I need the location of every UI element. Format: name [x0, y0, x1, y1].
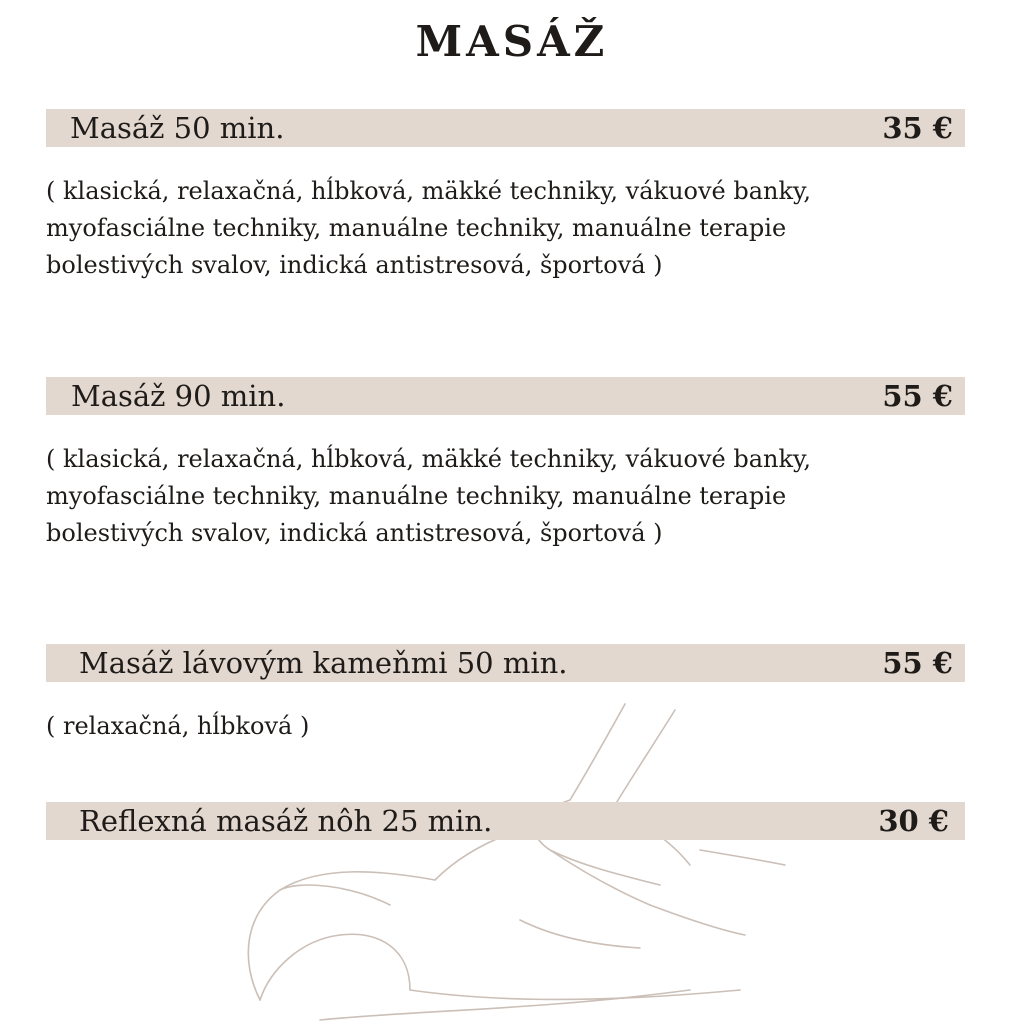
- item-price: 55 €: [882, 379, 953, 413]
- menu-item-header: [46, 109, 965, 147]
- menu-item-header: [46, 377, 965, 415]
- item-description: ( klasická, relaxačná, hĺbková, mäkké techniky, vákuové banky, myofasciálne techniky, manuálne techniky, manuálne terapie bolestivých svalov, indická antistresová, športová ): [46, 445, 812, 547]
- item-price: 35 €: [882, 111, 953, 145]
- item-price: 55 €: [882, 646, 953, 680]
- item-name: Masáž 90 min.: [71, 379, 286, 413]
- item-name: Reflexná masáž nôh 25 min.: [79, 804, 493, 838]
- menu-item-header: [46, 802, 965, 840]
- item-price: 30 €: [878, 804, 949, 838]
- page-title: MASÁŽ: [415, 17, 609, 66]
- item-name: Masáž 50 min.: [70, 111, 285, 145]
- item-description: ( klasická, relaxačná, hĺbková, mäkké techniky, vákuové banky, myofasciálne techniky, manuálne techniky, manuálne terapie bolestivých svalov, indická antistresová, športová ): [46, 177, 812, 279]
- menu-item-header: [46, 644, 965, 682]
- item-description: ( relaxačná, hĺbková ): [46, 712, 310, 740]
- item-name: Masáž lávovým kameňmi 50 min.: [79, 646, 568, 680]
